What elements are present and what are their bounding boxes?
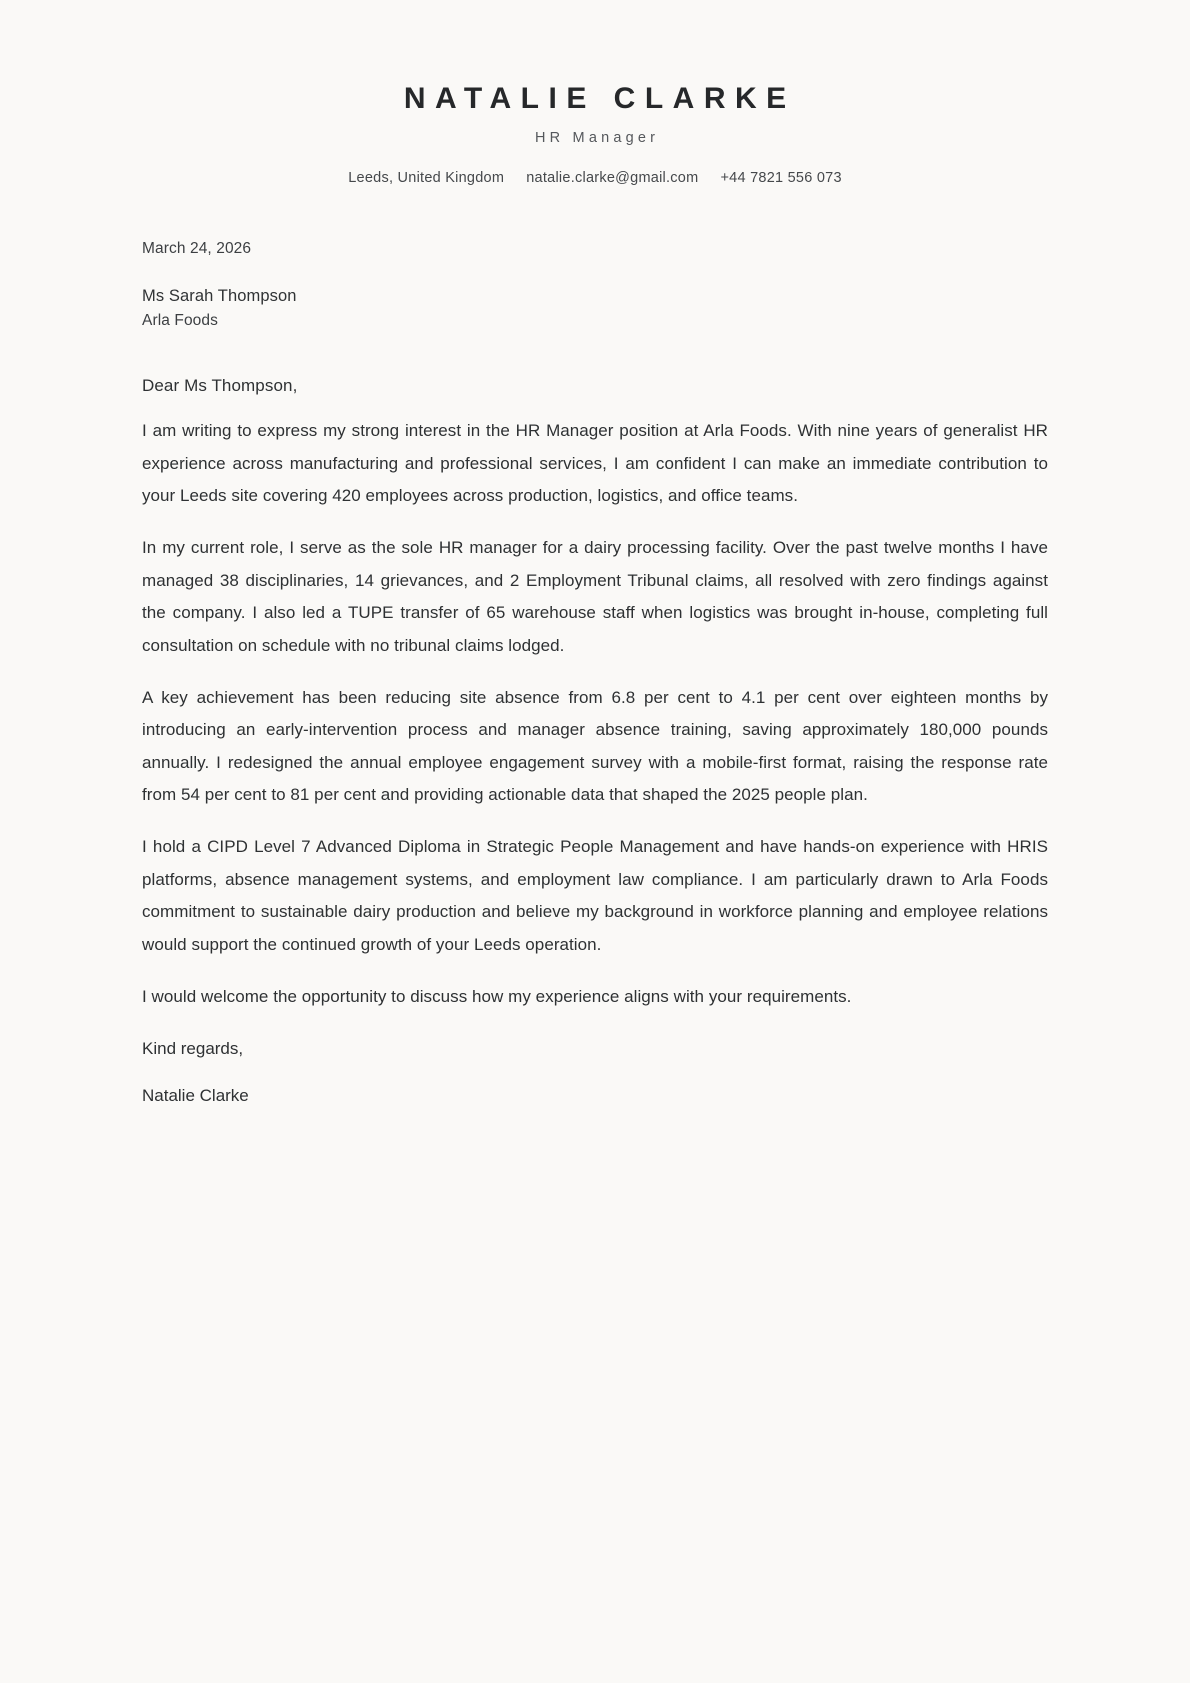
letter-header bbox=[0, 0, 1190, 186]
letter-date: March 24, 2026 bbox=[142, 239, 252, 257]
contact-location: Leeds, United Kingdom bbox=[348, 169, 505, 186]
body-paragraph: I hold a CIPD Level 7 Advanced Diploma in Strategic People Management and have hands-on experience with HRIS platforms, absence management systems, and employment law compliance. I am particularly drawn to Arla Foods commitment to sustainable dairy production and believe my background in workforce planning and employee relations would support the continued growth of your Leeds operation. bbox=[142, 837, 1048, 954]
salutation: Dear Ms Thompson, bbox=[142, 376, 298, 396]
applicant-name: NATALIE CLARKE bbox=[403, 82, 796, 115]
letter-body bbox=[142, 186, 1048, 1107]
recipient-company: Arla Foods bbox=[142, 312, 218, 330]
signature-name: Natalie Clarke bbox=[142, 1086, 249, 1106]
applicant-job-title: HR Manager bbox=[534, 129, 660, 146]
recipient-block bbox=[142, 284, 1048, 334]
closing-salutation: Kind regards, bbox=[142, 1039, 244, 1059]
body-paragraph: In my current role, I serve as the sole HR manager for a dairy processing facility. Over the past twelve months I have managed 38 disciplinaries, 14 grievances, and 2 Employment Tribunal claims, all resolved with zero findings against the company. I also led a TUPE transfer of 65 warehouse staff when logistics was brought in-house, completing full consultation on schedule with no tribunal claims lodged. bbox=[142, 538, 1048, 655]
contact-details bbox=[0, 170, 1190, 186]
contact-email: natalie.clarke@gmail.com bbox=[526, 169, 699, 186]
body-paragraph: I am writing to express my strong interest in the HR Manager position at Arla Foods. With nine years of generalist HR experience across manufacturing and professional services, I am confident I can make an immediate contribution to your Leeds site covering 420 employees across production, logistics, and office teams. bbox=[142, 421, 1048, 506]
recipient-name: Ms Sarah Thompson bbox=[142, 286, 297, 305]
body-paragraph: I would welcome the opportunity to discuss how my experience aligns with your requirements. bbox=[142, 986, 852, 1006]
body-paragraph: A key achievement has been reducing site absence from 6.8 per cent to 4.1 per cent over eighteen months by introducing an early-intervention process and manager absence training, saving approximately 180,000 pounds annually. I redesigned the annual employee engagement survey with a mobile-first format, raising the response rate from 54 per cent to 81 per cent and providing actionable data that shaped the 2025 people plan. bbox=[142, 687, 1048, 805]
contact-phone: +44 7821 556 073 bbox=[720, 169, 842, 186]
